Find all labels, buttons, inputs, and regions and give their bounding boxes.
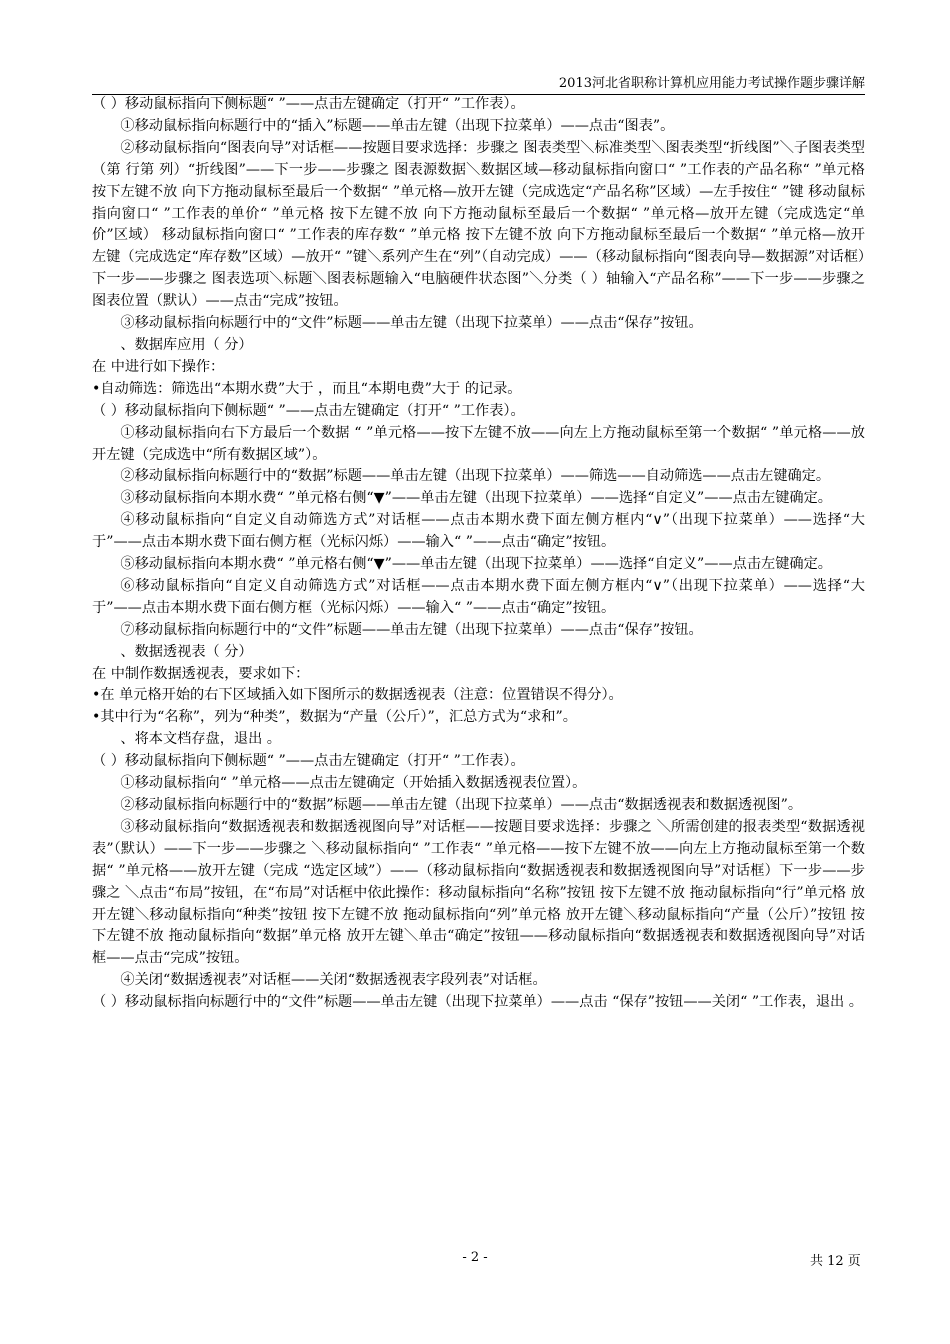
paragraph: ⑥移动鼠标指向“自定义自动筛选方式”对话框——点击本期水费下面左侧方框内“∨”（出现下拉菜单）——选择“大于”——点击本期水费下面右侧方框（光标闪烁）——输入“ ”——点击“确定”按钮。 — [92, 577, 865, 616]
paragraph: ③移动鼠标指向“数据透视表和数据透视图向导”对话框——按题目要求选择：步骤之 ＼所需创建的报表类型“数据透视表”（默认）——下一步——步骤之 ＼移动鼠标指向“ ”工作表“ ”单元格——按下左键不放——向左上方拖动鼠标至第一个数据“ ”单元格——放开左键（完成 “选定区域”）——（移动鼠标指向“数据透视表和数据透视图向导”对话框）下一步——步骤之 ＼点击“布局”按钮，在“布局”对话框中依此操作：移动鼠标指向“名称”按钮 按下左键不放 拖动鼠标指向“行”单元格 放开左键＼移动鼠标指向“种类”按钮 按下左键不放 拖动鼠标指向“列”单元格 放开左键＼移动鼠标指向“产量（公斤）”按钮 按下左键不放 拖动鼠标指向“数据”单元格 放开左键＼单击“确定”按钮——移动鼠标指向“数据透视表和数据透视图向导”对话框——点击“完成”按钮。 — [92, 818, 865, 967]
paragraph: ③移动鼠标指向本期水费“ ”单元格右侧“▼”——单击左键（出现下拉菜单）——选择“自定义”——点击左键确定。 — [120, 490, 832, 507]
section-heading: 、数据透视表（ 分） — [120, 643, 253, 660]
document-body — [92, 94, 865, 1014]
paragraph: 、将本文档存盘，退出 。 — [120, 731, 281, 748]
paragraph: （ ）移动鼠标指向下侧标题“ ”——点击左键确定（打开“ ”工作表）。 — [92, 96, 525, 112]
paragraph: ②移动鼠标指向标题行中的“数据”标题——单击左键（出现下拉菜单）——点击“数据透视表和数据透视图”。 — [120, 797, 803, 813]
paragraph: ④移动鼠标指向“自定义自动筛选方式”对话框——点击本期水费下面左侧方框内“∨”（出现下拉菜单）——选择“大于”——点击本期水费下面右侧方框（光标闪烁）——输入“ ”——点击“确定”按钮。 — [92, 512, 865, 551]
section-heading: 、数据库应用（ 分） — [120, 336, 253, 353]
paragraph: ④关闭“数据透视表”对话框——关闭“数据透视表字段列表”对话框。 — [120, 972, 547, 989]
bullet-item: •自动筛选：筛选出“本期水费”大于 ，而且“本期电费”大于 的记录。 — [92, 380, 522, 397]
paragraph: ⑤移动鼠标指向本期水费“ ”单元格右侧“▼”——单击左键（出现下拉菜单）——选择“自定义”——点击左键确定。 — [120, 556, 832, 573]
bullet-item: •其中行为“名称”，列为“种类”，数据为“产量（公斤）”，汇总方式为“求和”。 — [92, 709, 577, 726]
paragraph: ①移动鼠标指向“ ”单元格——点击左键确定（开始插入数据透视表位置）。 — [120, 775, 587, 792]
paragraph: ⑦移动鼠标指向标题行中的“文件”标题——单击左键（出现下拉菜单）——点击“保存”按钮。 — [120, 621, 703, 638]
page-header: 2013河北省职称计算机应用能力考试操作题步骤详解 — [92, 72, 865, 95]
page-number: - 2 - — [462, 1250, 488, 1265]
paragraph: （ ）移动鼠标指向下侧标题“ ”——点击左键确定（打开“ ”工作表）。 — [92, 753, 525, 770]
paragraph: （ ）移动鼠标指向下侧标题“ ”——点击左键确定（打开“ ”工作表）。 — [92, 402, 525, 419]
paragraph: 在 中制作数据透视表，要求如下： — [92, 665, 310, 682]
paragraph: ①移动鼠标指向右下方最后一个数据 “ ”单元格——按下左键不放——向左上方拖动鼠标至第一个数据“ ”单元格——放开左键（完成选中“所有数据区域”）。 — [92, 424, 865, 463]
paragraph: 在 中进行如下操作： — [92, 358, 225, 375]
total-pages: 共 12 页 — [810, 1254, 861, 1269]
bullet-item: •在 单元格开始的右下区域插入如下图所示的数据透视表（注意：位置错误不得分）。 — [92, 687, 623, 704]
paragraph: ③移动鼠标指向标题行中的“文件”标题——单击左键（出现下拉菜单）——点击“保存”按钮。 — [120, 315, 703, 332]
paragraph: ②移动鼠标指向“图表向导”对话框——按题目要求选择：步骤之 图表类型＼标准类型＼图表类型“折线图”＼子图表类型（第 行第 列）“折线图”——下一步——步骤之 图表源数据＼数据区域—移动鼠标指向窗口“ ”工作表的产品名称“ ”单元格 按下左键不放 向下方拖动鼠标至最后一个数据“ ”单元格—放开左键（完成选定“产品名称”区域）—左手按住“ ”键 移动鼠标指向窗口“ ”工作表的单价“ ”单元格 按下左键不放 向下方拖动鼠标至最后一个数据“ ”单元格—放开左键（完成选定“单价”区域） 移动鼠标指向窗口“ ”工作表的库存数“ ”单元格 按下左键不放 向下方拖动鼠标至最后一个数据“ ”单元格—放开左键（完成选定“库存数”区域）—放开“ ”键＼系列产生在“列”（自动完成）——（移动鼠标指向“图表向导—数据源”对话框）下一步——步骤之 图表选项＼标题＼图表标题输入“电脑硬件状态图”＼分类（ ）轴输入“产品名称”——下一步——步骤之 图表位置（默认）——点击“完成”按钮。 — [92, 139, 865, 310]
paragraph: ①移动鼠标指向标题行中的“插入”标题——单击左键（出现下拉菜单）——点击“图表”。 — [120, 117, 675, 134]
paragraph: ②移动鼠标指向标题行中的“数据”标题——单击左键（出现下拉菜单）——筛选——自动筛选——点击左键确定。 — [120, 468, 831, 485]
paragraph: （ ）移动鼠标指向标题行中的“文件”标题——单击左键（出现下拉菜单）——点击 “保存”按钮——关闭“ ”工作表，退出 。 — [92, 994, 863, 1011]
